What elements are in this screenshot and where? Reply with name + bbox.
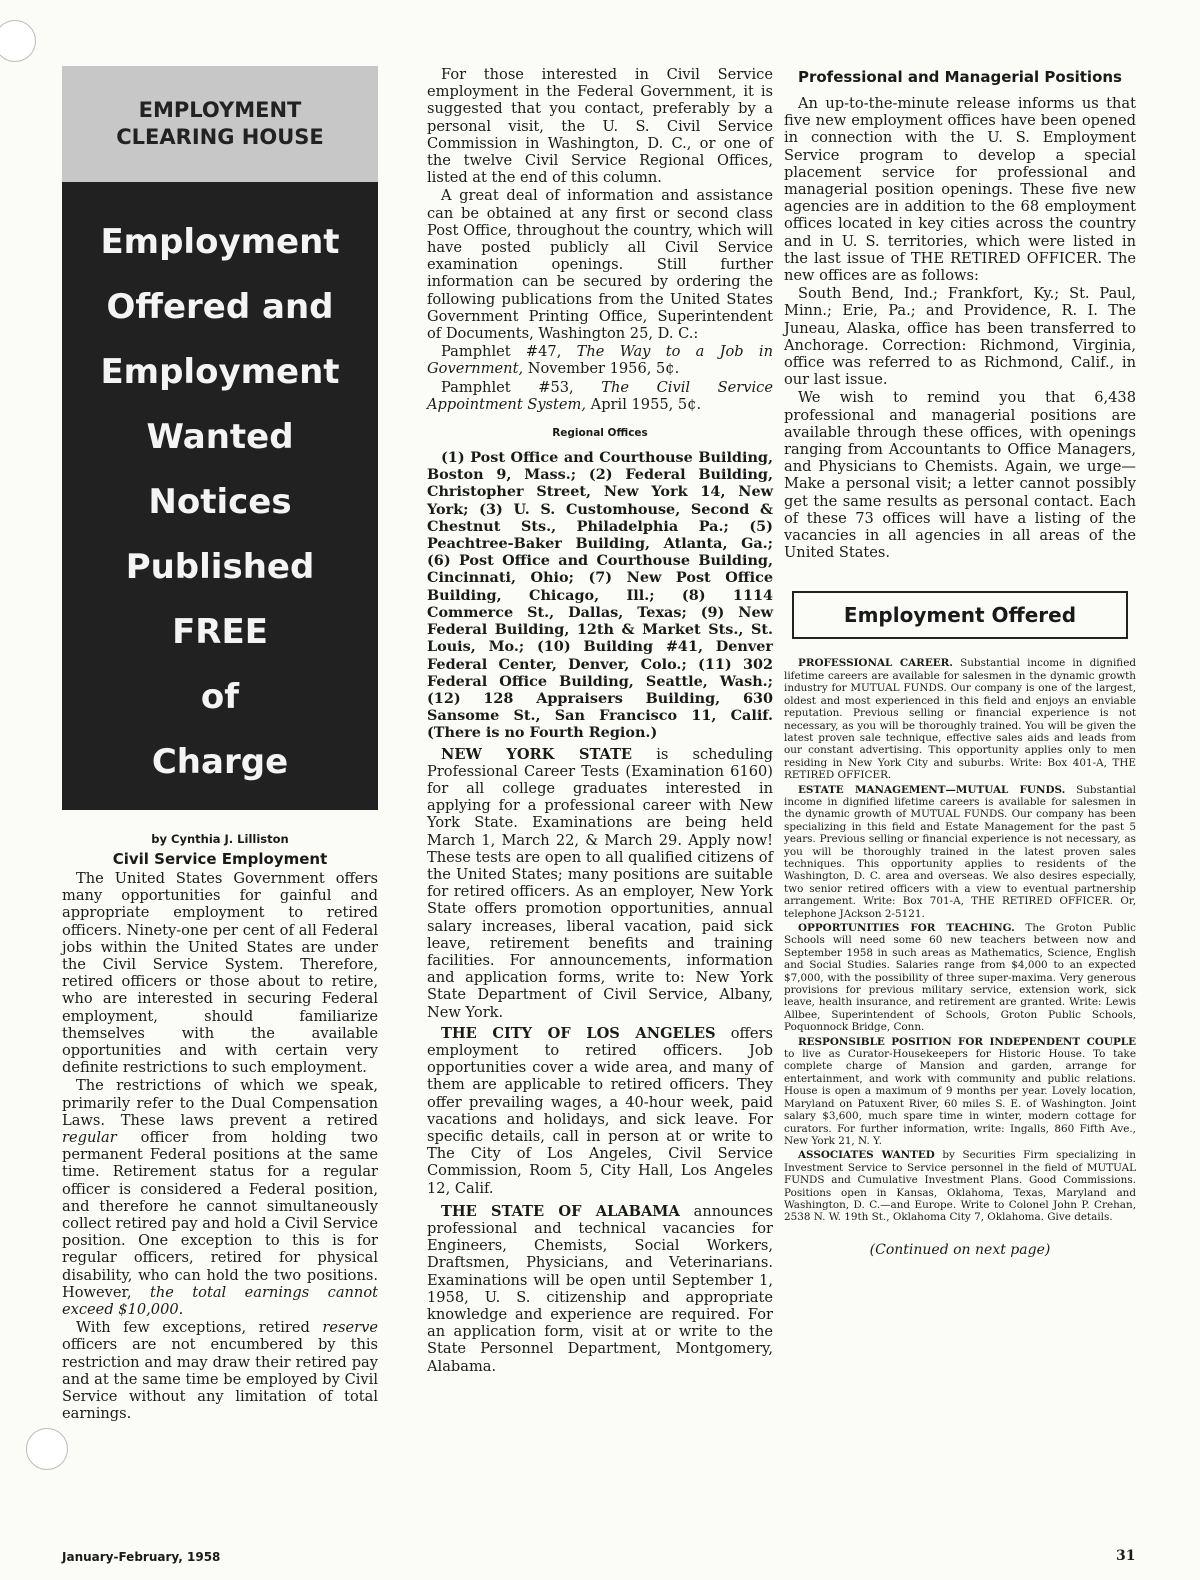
column-2: [427, 66, 773, 1375]
classified-ad: ESTATE MANAGEMENT—MUTUAL FUNDS. Substantial income in dignified lifetime careers is available for salesmen in the dynamic growth of MUTUAL FUNDS. Our company has been specializing in this field and Estate Management for the past 5 years. Previous selling or financial experience is not necessary, as you will be thoroughly trained in the latest proven sales techniques. This opportunity applies to residents of the Washington, D. C. area and overseas. We also desires especially, two senior retired officers with a view to eventual partnership arrangement. Write: Box 701-A, THE RETIRED OFFICER. Or, telephone JAckson 2-5121.: [784, 783, 1136, 920]
civil-service-paragraph: For those interested in Civil Service employment in the Federal Government, it is suggested that you contact, preferably by a personal visit, the U. S. Civil Service Commission in Washington, D. C., or one of the twelve Civil Service Regional Offices, listed at the end of this column.: [427, 66, 773, 187]
professional-paragraph: An up-to-the-minute release informs us that five new employment offices have been opened in connection with the U. S. Employment Service program to develop a special placement service for professional and managerial position openings. These five new agencies are in addition to the 68 employment offices located in key cities across the country and in U. S. territories, which were listed in the last issue of THE RETIRED OFFICER. The new offices are as follows:: [784, 95, 1136, 285]
professional-paragraph: We wish to remind you that 6,438 professional and managerial positions are available through these offices, with openings ranging from Accountants to Office Managers, and Physicians to Chemists. Again, we urge—Make a personal visit; a letter cannot possibly get the same results as personal contact. Each of these 73 offices will have a listing of the vacancies in all agencies in all areas of the United States.: [784, 389, 1136, 562]
banner-line: Employment: [100, 222, 340, 262]
banner-top-line-1: EMPLOYMENT: [138, 98, 302, 122]
regional-offices-list: (1) Post Office and Courthouse Building, Boston 9, Mass.; (2) Federal Building, Christopher Street, New York 14, New York; (3) U. S. Customhouse, Second & Chestnut Sts., Philadelphia Pa.; (5) Peachtree-Baker Building, Atlanta, Ga.; (6) Post Office and Courthouse Building, Cincinnati, Ohio; (7) New Post Office Building, Chicago, Ill.; (8) 1114 Commerce St., Dallas, Texas; (9) New Federal Building, 12th & Market Sts., St. Louis, Mo.; (10) Building #41, Denver Federal Center, Denver, Colo.; (11) 302 Federal Office Building, Seattle, Wash.; (12) 128 Appraisers Building, 630 Sansome St., San Francisco 11, Calif. (There is no Fourth Region.): [427, 449, 773, 742]
classified-ad: PROFESSIONAL CAREER. Substantial income in dignified lifetime careers are available for salesmen in the dynamic growth industry for MUTUAL FUNDS. Our company is one of the largest, oldest and most experienced in this field and enjoys an enviable reputation. Previous selling or financial experience is not necessary, as you will be thoroughly trained. You will be given the latest proven sale technique, effective sales aids and leads from our constant advertising. This opportunity applies only to men residing in New York City and suburbs. Write: Box 401-A, THE RETIRED OFFICER.: [784, 657, 1136, 782]
pamphlet-line: Pamphlet #53, The Civil Service Appointment System, April 1955, 5¢.: [427, 378, 773, 413]
issue-date: January-February, 1958: [62, 1550, 221, 1564]
banner-line: of: [200, 677, 240, 717]
classified-ads: [784, 657, 1136, 1223]
banner-line: FREE: [172, 612, 268, 652]
professional-heading: Professional and Managerial Positions: [797, 68, 1122, 86]
page-number: 31: [1116, 1548, 1136, 1564]
civil-service-paragraph: The United States Government offers many opportunities for gainful and appropriate employment to retired officers. Ninety-one per cent of all Federal jobs within the United States are under the Civil Service System. Therefore, retired officers or those about to retire, who are interested in securing Federal employment, should familiarize themselves with the available opportunities and with certain very definite restrictions to such employment.: [62, 870, 378, 1077]
civil-service-paragraph: A great deal of information and assistance can be obtained at any first or second class Post Office, throughout the country, which will have posted publicly all Civil Service examination openings. Still further information can be secured by ordering the following publications from the United States Government Printing Office, Superintendent of Documents, Washington 25, D. C.:: [427, 187, 773, 343]
alabama-paragraph: THE STATE OF ALABAMA announces professional and technical vacancies for Engineers, Chemists, Social Workers, Draftsmen, Physicians, and Veterinarians. Examinations will be open until September 1, 1958, U. S. citizenship and appropriate knowledge and experience are required. For an application form, visit at or write to the State Personnel Department, Montgomery, Alabama.: [427, 1202, 773, 1375]
pamphlet-line: Pamphlet #47, The Way to a Job in Government, November 1956, 5¢.: [427, 343, 773, 378]
banner-line: Employment: [100, 352, 340, 392]
classified-ad: ASSOCIATES WANTED by Securities Firm specializing in Investment Service to Service personnel in the field of MUTUAL FUNDS and Cumulative Investment Plans. Good Commissions. Positions open in Kansas, Oklahoma, Texas, Maryland and Washington, D. C.—and Europe. Write to Colonel John P. Crehan, 2538 N. W. 19th St., Oklahoma City 7, Oklahoma. Give details.: [784, 1149, 1136, 1224]
classified-ad: OPPORTUNITIES FOR TEACHING. The Groton Public Schools will need some 60 new teachers between now and September 1958 in such areas as Mathematics, Science, English and Social Studies. Salaries range from $4,000 to an expected $7,000, with the possibility of three super-maxima. Very generous provisions for previous military service, extension work, sick leave, health insurance, and retirement are granted. Write: Lewis Allbee, Superintendent of Schools, Groton Public Schools, Poquonnock Bridge, Conn.: [784, 922, 1136, 1034]
banner-line: Notices: [148, 482, 292, 522]
banner-top-line-2: CLEARING HOUSE: [116, 125, 324, 149]
banner-header: [62, 66, 378, 182]
punch-hole-top: [0, 20, 36, 62]
banner-line: Wanted: [146, 417, 294, 457]
punch-hole-bottom: [26, 1428, 68, 1470]
employment-offered-heading: Employment Offered: [792, 591, 1128, 639]
continued-note: (Continued on next page): [869, 1241, 1051, 1258]
civil-service-paragraph: The restrictions of which we speak, primarily refer to the Dual Compensation Laws. These laws prevent a retired regular officer from holding two permanent Federal positions at the same time. Retirement status for a regular officer is considered a Federal position, and therefore he cannot simultaneously collect retired pay and hold a Civil Service position. One exception to this is for regular officers, retired for physical disability, who can hold the two positions. However, the total earnings cannot exceed $10,000.: [62, 1077, 378, 1319]
column-1: [62, 66, 378, 1423]
civil-service-heading: Civil Service Employment: [112, 850, 328, 868]
nys-paragraph: NEW YORK STATE is scheduling Professional Career Tests (Examination 6160) for all college graduates interested in applying for a professional career with New York State. Examinations are being held March 1, March 22, & March 29. Apply now! These tests are open to all qualified citizens of the United States; many positions are suitable for retired officers. As an employer, New York State offers promotion opportunities, annual salary increases, liberal vacation, paid sick leave, retirement benefits and training facilities. For announcements, information and application forms, write to: New York State Department of Civil Service, Albany, New York.: [427, 745, 773, 1021]
civil-service-paragraph: With few exceptions, retired reserve officers are not encumbered by this restriction and may draw their retired pay and at the same time be employed by Civil Service without any limitation of total earnings.: [62, 1319, 378, 1423]
banner-line: Published: [125, 547, 315, 587]
banner-title-block: [62, 182, 378, 810]
professional-paragraph: South Bend, Ind.; Frankfort, Ky.; St. Paul, Minn.; Erie, Pa.; and Providence, R. I. The Juneau, Alaska, office has been transferred to Anchorage. Correction: Richmond, Virginia, office was referred to as Richmond, Calif., in our last issue.: [784, 285, 1136, 389]
banner-line: Offered and: [106, 287, 334, 327]
banner-line: Charge: [151, 742, 289, 782]
byline: by Cynthia J. Lilliston: [151, 832, 289, 846]
column-3: [784, 68, 1136, 1258]
regional-offices-heading: Regional Offices: [552, 427, 648, 440]
classified-ad: RESPONSIBLE POSITION FOR INDEPENDENT COUPLE to live as Curator-Housekeepers for Historic House. To take complete charge of Mansion and garden, arrange for entertainment, and work with community and public relations. House is open a maximum of 9 months per year. Lovely location, Maryland on Patuxent River, 60 miles S. E. of Washington. Joint salary $3,600, much spare time in winter, modern cottage for curators. For further information, write: Ingalls, 860 Fifth Ave., New York 21, N. Y.: [784, 1035, 1136, 1147]
la-paragraph: THE CITY OF LOS ANGELES offers employment to retired officers. Job opportunities cover a wide area, and many of them are applicable to retired officers. They offer prevailing wages, a 40-hour week, paid vacations and holidays, and sick leave. For specific details, call in person at or write to The City of Los Angeles, Civil Service Commission, Room 5, City Hall, Los Angeles 12, Calif.: [427, 1024, 773, 1197]
